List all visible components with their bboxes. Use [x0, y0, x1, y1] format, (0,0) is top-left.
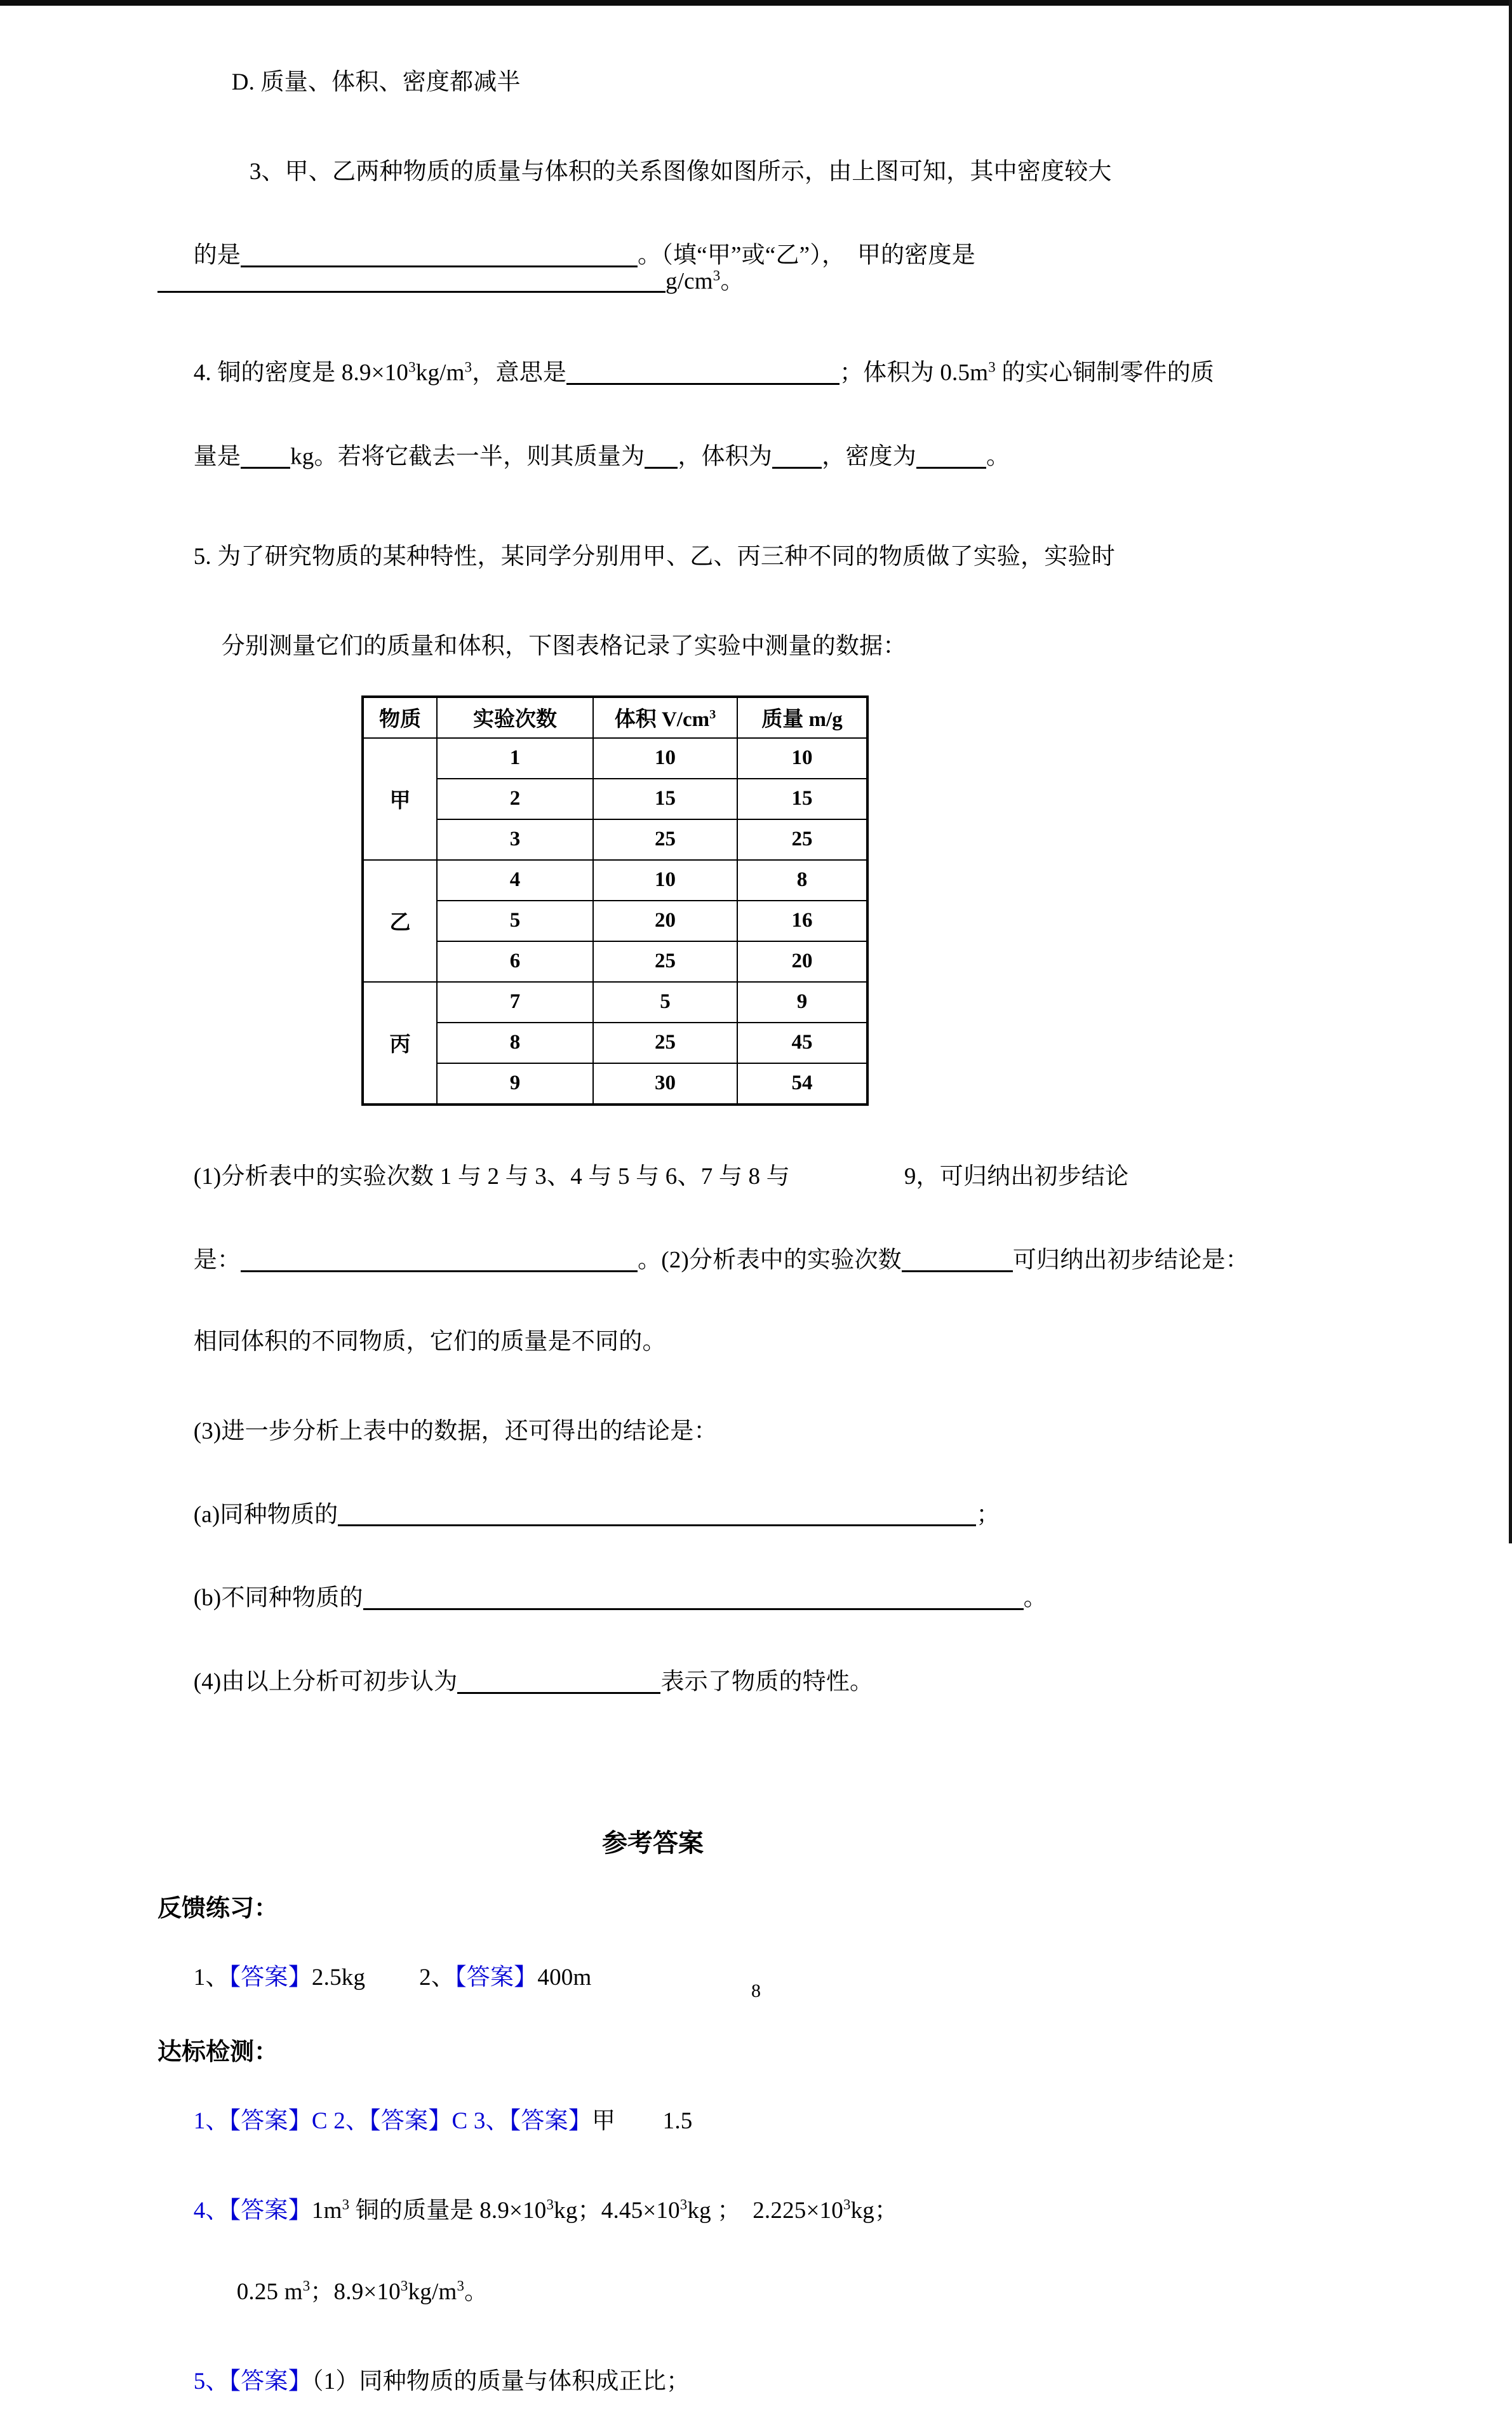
test-item-4-sup-b: 3 [546, 2196, 554, 2213]
table-row [363, 1063, 867, 1105]
cell-mass: 9 [737, 982, 867, 1023]
question-5-text-2: 分别测量它们的质量和体积，下图表格记录了实验中测量的数据： [221, 633, 907, 659]
blank-sub3b-diff-substance[interactable] [363, 1584, 1024, 1610]
sub1-text-b: 9，可归纳出初步结论 [904, 1163, 1129, 1190]
answer-tag-icon: 【答案】 [229, 2107, 312, 2134]
sub-question-4 [157, 1644, 1364, 1717]
table-row [363, 941, 867, 982]
blank-q4-mass[interactable] [241, 443, 290, 469]
blank-q4-half-volume[interactable] [772, 443, 822, 469]
test-item-4-cont-a: 0.25 m [236, 2278, 303, 2305]
sub1-text-f: 相同体积的不同物质，它们的质量是不同的。 [193, 1328, 666, 1355]
sub1-text-e: 可归纳出初步结论是： [1012, 1247, 1249, 1273]
page-frame-top-edge [0, 0, 1512, 6]
experiment-data-table-wrapper [361, 695, 1364, 1106]
table-row [363, 738, 867, 779]
cell-index: 1 [437, 738, 593, 779]
question-3-line-2 [157, 218, 1364, 316]
cell-mass: 20 [737, 941, 867, 982]
sub1-text-d: 。(2)分析表中的实验次数 [638, 1247, 902, 1273]
sub-question-3b [157, 1561, 1364, 1634]
table-row [363, 779, 867, 819]
blank-q3-density-value[interactable] [157, 267, 666, 293]
cell-volume: 15 [593, 779, 737, 819]
blank-sub1-conclusion[interactable] [241, 1246, 638, 1272]
cell-volume: 20 [593, 901, 737, 941]
header-substance: 物质 [363, 697, 437, 738]
answer-tag-icon: 【答案】 [229, 2197, 312, 2224]
feedback-practice-heading-text: 反馈练习： [157, 1895, 279, 1922]
cell-index: 7 [437, 982, 593, 1023]
test-item-4-sup-a: 3 [342, 2196, 350, 2213]
test-item-2-number: 2、 [333, 2107, 370, 2134]
test-item-4-c: kg；4.45×10 [554, 2197, 680, 2224]
feedback-item-2-value: 400m [537, 1964, 592, 1991]
cell-mass: 15 [737, 779, 867, 819]
cell-index: 8 [437, 1023, 593, 1063]
question-4-text-c: ，意思是 [472, 360, 567, 387]
test-item-2-value: C [452, 2107, 474, 2134]
sub-question-3-head [157, 1396, 1364, 1467]
question-4-text-h: ，体积为 [678, 443, 773, 470]
question-4-text-j: 。 [986, 443, 1010, 470]
test-item-4-e: kg； [850, 2197, 899, 2224]
header-volume-exponent: 3 [709, 708, 716, 722]
page-content [157, 47, 1364, 2417]
sub3-b-label: (b)不同种物质的 [193, 1585, 363, 1612]
table-row [363, 860, 867, 901]
question-4-text-g: kg。若将它截去一半，则其质量为 [290, 443, 645, 470]
header-trial-index: 实验次数 [437, 697, 593, 738]
test-item-4-cont-sup-b: 3 [400, 2278, 408, 2294]
cell-mass: 8 [737, 860, 867, 901]
test-item-5-value: （1）同种物质的质量与体积成正比； [311, 2368, 690, 2394]
test-item-3-number: 3、 [473, 2107, 509, 2134]
blank-q4-meaning[interactable] [566, 359, 840, 385]
table-header-row [363, 697, 867, 738]
answer-tag-icon: 【答案】 [509, 2107, 592, 2134]
feedback-item-1-value: 2.5kg [311, 1964, 366, 1991]
experiment-data-table [361, 695, 869, 1106]
table-row [363, 901, 867, 941]
cell-volume: 30 [593, 1063, 737, 1105]
cell-volume: 25 [593, 819, 737, 860]
question-3-text-2b: 。（填“甲”或“乙”）， 甲的密度是 [638, 242, 975, 269]
blank-q4-half-density[interactable] [916, 443, 986, 469]
cell-substance-bing: 丙 [363, 982, 437, 1105]
page-number-text: 8 [751, 1980, 761, 2001]
test-item-4-cont-sup-a: 3 [302, 2278, 311, 2294]
question-4-text-i: ，密度为 [822, 443, 916, 470]
answer-tag-icon: 【答案】 [455, 1964, 538, 1991]
cell-index: 5 [437, 901, 593, 941]
test-item-3-value: 甲 1.5 [592, 2107, 693, 2134]
test-item-4-cont-b: ；8.9×10 [310, 2278, 401, 2305]
answer-key-title-text: 参考答案 [602, 1828, 704, 1857]
answer-tag-icon: 【答案】 [369, 2107, 452, 2134]
cell-index: 3 [437, 819, 593, 860]
test-item-4-b: 铜的质量是 8.9×10 [349, 2197, 547, 2224]
standard-test-answers-line-4 [157, 2175, 1364, 2246]
question-4-text-d: ；体积为 0.5m [840, 360, 989, 387]
feedback-practice-answers [157, 1942, 1364, 2013]
cell-volume: 10 [593, 860, 737, 901]
question-4-sup-d: 3 [988, 359, 996, 375]
test-item-4-sup-d: 3 [843, 2196, 851, 2213]
blank-q4-half-mass[interactable] [645, 443, 678, 469]
test-item-5-number: 5、 [193, 2368, 229, 2394]
question-5-line-2 [157, 611, 1364, 682]
test-item-4-cont-sup-c: 3 [457, 2278, 465, 2294]
question-4-text-a: 4. 铜的密度是 8.9×10 [193, 360, 409, 387]
answer-key-title [157, 1823, 1364, 1859]
sub1-text-a: (1)分析表中的实验次数 1 与 2 与 3、4 与 5 与 6、7 与 8 与 [193, 1163, 790, 1190]
cell-volume: 10 [593, 738, 737, 779]
blank-sub3a-same-substance[interactable] [338, 1501, 976, 1527]
cell-index: 9 [437, 1063, 593, 1105]
page-frame-right-edge [1509, 0, 1512, 1543]
cell-substance-yi: 乙 [363, 860, 437, 982]
question-3-line-1 [157, 137, 1364, 207]
sub-question-1-line-2 [157, 1223, 1364, 1296]
sub-question-1-line-1 [157, 1141, 1364, 1212]
cell-mass: 25 [737, 819, 867, 860]
sub3-b-end: 。 [1023, 1585, 1047, 1612]
feedback-practice-heading [157, 1888, 1364, 1923]
test-item-4-a: 1m [311, 2197, 342, 2224]
answer-tag-icon: 【答案】 [229, 2368, 312, 2394]
option-d-line [157, 47, 1364, 118]
standard-test-answers-line-1 [157, 2086, 1364, 2156]
question-4-text-f: 量是 [193, 443, 241, 470]
test-item-4-d: kg ； 2.225×10 [687, 2197, 843, 2224]
question-3-text-1: 3、甲、乙两种物质的质量与体积的关系图像如图所示，由上图可知，其中密度较大 [249, 159, 1112, 185]
question-4-line-1 [157, 335, 1364, 408]
sub-question-1-line-3 [157, 1306, 1364, 1377]
blank-sub4-characteristic[interactable] [457, 1668, 660, 1694]
sub1-text-c: 是： [193, 1247, 241, 1273]
test-item-4-cont-c: kg/m [408, 2278, 457, 2305]
test-item-4-cont-d: 。 [464, 2278, 488, 2305]
question-3-text-2a: 的是 [193, 242, 241, 269]
cell-volume: 25 [593, 941, 737, 982]
header-mass: 质量 m/g [737, 697, 867, 738]
cell-volume: 5 [593, 982, 737, 1023]
standard-test-heading-text: 达标检测： [157, 2038, 279, 2065]
cell-mass: 10 [737, 738, 867, 779]
standard-test-heading [157, 2032, 1364, 2067]
cell-volume: 25 [593, 1023, 737, 1063]
question-3-text-2c: g/cm [666, 268, 713, 295]
standard-test-answers-line-5 [157, 2346, 1364, 2417]
answer-tag-icon: 【答案】 [229, 1964, 312, 1991]
question-4-text-b: kg/m [415, 360, 465, 387]
test-item-4-sup-c: 3 [679, 2196, 688, 2213]
question-3-text-2d: 。 [720, 268, 744, 295]
cell-substance-jia: 甲 [363, 738, 437, 860]
question-4-sup-a: 3 [408, 359, 416, 375]
cell-index: 4 [437, 860, 593, 901]
feedback-item-1-number: 1、 [193, 1964, 229, 1991]
table-row [363, 819, 867, 860]
sub4-text-a: (4)由以上分析可初步认为 [193, 1669, 458, 1695]
question-5-text-1: 5. 为了研究物质的某种特性，某同学分别用甲、乙、丙三种不同的物质做了实验，实验时 [193, 543, 1115, 570]
cell-mass: 45 [737, 1023, 867, 1063]
test-item-1-number: 1、 [193, 2107, 229, 2134]
question-5-line-1 [157, 521, 1364, 592]
blank-sub2-trials[interactable] [902, 1246, 1013, 1272]
cell-mass: 16 [737, 901, 867, 941]
sub3-a-label: (a)同种物质的 [193, 1501, 338, 1528]
question-4-line-2 [157, 419, 1364, 492]
sub-question-3a [157, 1477, 1364, 1550]
cell-index: 6 [437, 941, 593, 982]
standard-test-answers-line-4-cont [157, 2257, 1364, 2327]
table-row [363, 1023, 867, 1063]
feedback-item-2-number: 2、 [419, 1964, 455, 1991]
test-item-4-number: 4、 [193, 2197, 229, 2224]
question-3-unit-exponent: 3 [713, 267, 721, 284]
page-number [0, 1980, 1512, 2002]
header-volume-label: 体积 V/cm [614, 708, 710, 732]
sub3-a-end: ； [976, 1501, 1000, 1528]
cell-mass: 54 [737, 1063, 867, 1105]
table-body [363, 738, 867, 1105]
blank-q3-larger-density[interactable] [241, 241, 638, 267]
table-row [363, 982, 867, 1023]
question-4-text-e: 的实心铜制零件的质 [995, 360, 1215, 387]
test-item-1-value: C [311, 2107, 334, 2134]
header-volume [593, 697, 737, 738]
cell-index: 2 [437, 779, 593, 819]
sub3-head-text: (3)进一步分析上表中的数据，还可得出的结论是： [193, 1418, 718, 1444]
sub4-text-b: 表示了物质的特性。 [660, 1669, 874, 1695]
question-4-sup-b: 3 [464, 359, 472, 375]
option-d-text: D. 质量、体积、密度都减半 [231, 69, 521, 95]
